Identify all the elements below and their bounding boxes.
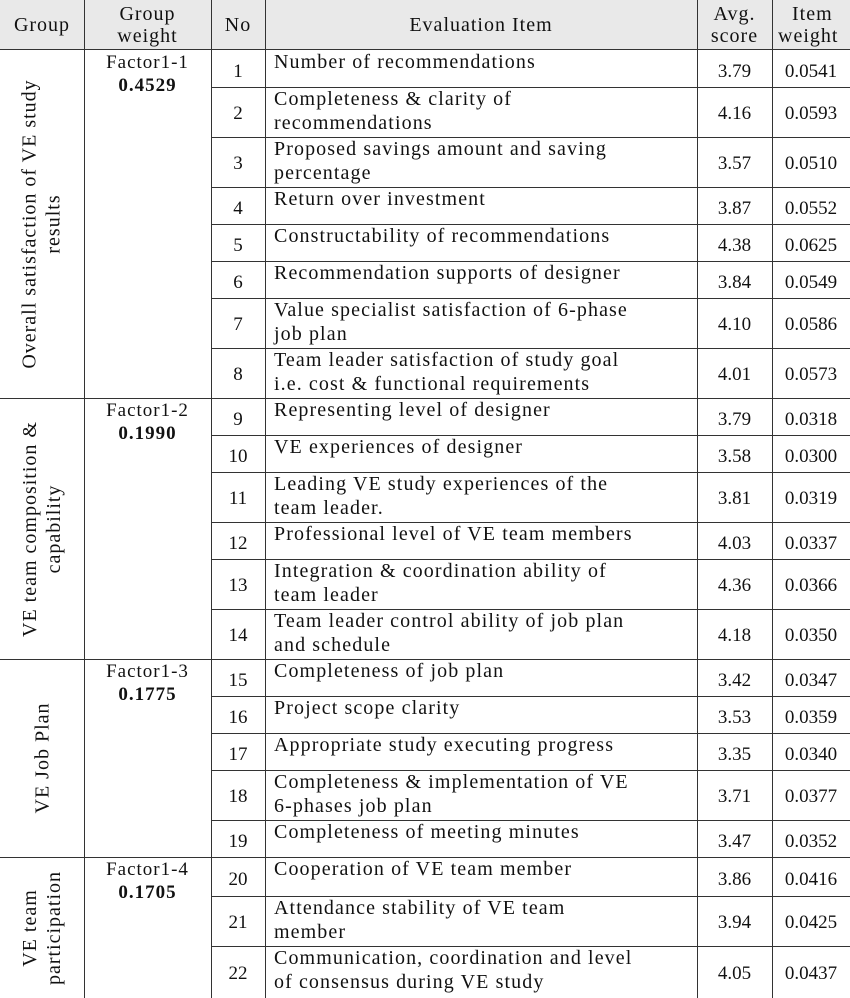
item-weight-text: 0.0510 bbox=[784, 153, 838, 174]
header-avg-score bbox=[697, 0, 772, 50]
group-name-line: VE Job Plan bbox=[31, 702, 53, 814]
avg-score bbox=[697, 696, 772, 733]
evaluation-item bbox=[265, 896, 697, 946]
column-divider bbox=[697, 0, 698, 998]
group-name bbox=[18, 870, 66, 984]
row-number bbox=[211, 137, 265, 187]
group-name-line: VE team bbox=[19, 888, 42, 967]
avg-score bbox=[697, 609, 772, 659]
item-weight-text: 0.0586 bbox=[784, 314, 838, 335]
evaluation-item-line: Number of recommendations bbox=[274, 51, 536, 73]
avg-score-text: 3.79 bbox=[717, 408, 752, 430]
group-name bbox=[18, 79, 66, 368]
item-weight-text: 0.0318 bbox=[784, 408, 838, 430]
item-weight bbox=[772, 857, 850, 896]
row-number bbox=[211, 87, 265, 137]
row-number-text: 10 bbox=[228, 445, 248, 467]
avg-score-text: 4.05 bbox=[717, 963, 752, 984]
header-group-weight-line1: Group bbox=[119, 3, 176, 25]
evaluation-item-line: Value specialist satisfaction of 6-phase bbox=[274, 299, 628, 321]
evaluation-item bbox=[265, 187, 697, 224]
row-number bbox=[211, 559, 265, 609]
item-weight bbox=[772, 298, 850, 348]
avg-score bbox=[697, 733, 772, 770]
header-group bbox=[0, 0, 84, 50]
avg-score bbox=[697, 559, 772, 609]
item-weight-text: 0.0425 bbox=[784, 912, 838, 933]
item-weight bbox=[772, 559, 850, 609]
row-divider bbox=[211, 87, 850, 88]
item-weight-text: 0.0359 bbox=[784, 706, 838, 728]
evaluation-item bbox=[265, 261, 697, 298]
column-divider bbox=[265, 0, 266, 998]
item-weight bbox=[772, 348, 850, 398]
row-number bbox=[211, 298, 265, 348]
avg-score-text: 3.71 bbox=[717, 786, 752, 807]
row-number-text: 7 bbox=[233, 314, 243, 335]
evaluation-item-line: Project scope clarity bbox=[274, 697, 461, 719]
header-evaluation-item-label: Evaluation Item bbox=[409, 14, 553, 36]
evaluation-item-line: Appropriate study executing progress bbox=[274, 734, 615, 756]
evaluation-item-line: Attendance stability of VE team bbox=[274, 897, 566, 919]
avg-score-text: 3.57 bbox=[717, 153, 752, 174]
evaluation-item bbox=[265, 224, 697, 261]
evaluation-item bbox=[265, 820, 697, 857]
item-weight bbox=[772, 187, 850, 224]
row-number-text: 11 bbox=[228, 488, 248, 509]
evaluation-item-line: VE experiences of designer bbox=[274, 436, 524, 458]
group-name-cell bbox=[0, 398, 84, 659]
evaluation-item-line: percentage bbox=[274, 162, 372, 184]
avg-score-text: 3.35 bbox=[717, 743, 752, 765]
group-weight-value: 0.1775 bbox=[118, 684, 177, 705]
group-factor-label: Factor1-2 bbox=[106, 400, 189, 421]
item-weight bbox=[772, 820, 850, 857]
row-number-text: 22 bbox=[228, 963, 248, 984]
group-weight-value: 0.1705 bbox=[118, 882, 177, 903]
row-number-text: 6 bbox=[233, 271, 243, 293]
row-number bbox=[211, 187, 265, 224]
group-name-line: results bbox=[43, 194, 66, 254]
avg-score bbox=[697, 435, 772, 472]
avg-score bbox=[697, 261, 772, 298]
evaluation-item bbox=[265, 348, 697, 398]
avg-score bbox=[697, 770, 772, 820]
row-number-text: 2 bbox=[233, 103, 243, 124]
item-weight-text: 0.0350 bbox=[784, 625, 838, 646]
item-weight bbox=[772, 659, 850, 696]
group-weight-value: 0.1990 bbox=[118, 423, 177, 444]
evaluation-item-line: team leader bbox=[274, 584, 379, 606]
row-divider bbox=[211, 137, 850, 138]
avg-score-text: 3.53 bbox=[717, 706, 752, 728]
evaluation-item-line: recommendations bbox=[274, 112, 433, 134]
evaluation-item bbox=[265, 435, 697, 472]
evaluation-item bbox=[265, 733, 697, 770]
group-name-line: VE team composition & bbox=[19, 420, 42, 637]
avg-score-text: 3.94 bbox=[717, 912, 752, 933]
row-number-text: 1 bbox=[233, 60, 243, 82]
item-weight-text: 0.0541 bbox=[784, 60, 838, 82]
avg-score bbox=[697, 50, 772, 87]
row-number-text: 9 bbox=[233, 408, 243, 430]
row-number bbox=[211, 733, 265, 770]
row-number bbox=[211, 261, 265, 298]
row-number bbox=[211, 896, 265, 946]
row-divider bbox=[211, 224, 850, 225]
row-number bbox=[211, 348, 265, 398]
evaluation-item-line: Representing level of designer bbox=[274, 399, 551, 421]
group-name-cell bbox=[0, 50, 84, 398]
evaluation-item-line: Completeness & clarity of bbox=[274, 88, 513, 110]
evaluation-item-line: Leading VE study experiences of the bbox=[274, 473, 609, 495]
avg-score-text: 4.16 bbox=[717, 103, 752, 124]
header-no-label: No bbox=[224, 14, 252, 36]
evaluation-item bbox=[265, 87, 697, 137]
group-divider bbox=[0, 857, 850, 858]
avg-score bbox=[697, 87, 772, 137]
item-weight-text: 0.0593 bbox=[784, 103, 838, 124]
row-divider bbox=[211, 522, 850, 523]
avg-score bbox=[697, 398, 772, 435]
row-number-text: 19 bbox=[228, 830, 248, 852]
group-name-line: Overall satisfaction of VE study bbox=[19, 79, 42, 369]
evaluation-item-line: 6-phases job plan bbox=[274, 795, 433, 817]
avg-score-text: 4.38 bbox=[717, 234, 752, 256]
avg-score bbox=[697, 659, 772, 696]
group-name bbox=[18, 421, 66, 637]
item-weight bbox=[772, 472, 850, 522]
row-divider bbox=[211, 696, 850, 697]
header-divider bbox=[0, 49, 850, 50]
row-number bbox=[211, 659, 265, 696]
avg-score-text: 4.18 bbox=[717, 625, 752, 646]
row-number bbox=[211, 857, 265, 896]
item-weight bbox=[772, 224, 850, 261]
evaluation-item-line: Cooperation of VE team member bbox=[274, 858, 573, 880]
item-weight bbox=[772, 435, 850, 472]
row-divider bbox=[211, 298, 850, 299]
item-weight bbox=[772, 609, 850, 659]
evaluation-item bbox=[265, 137, 697, 187]
avg-score-text: 3.42 bbox=[717, 669, 752, 691]
avg-score-text: 4.01 bbox=[717, 364, 752, 385]
avg-score bbox=[697, 224, 772, 261]
item-weight-text: 0.0337 bbox=[784, 532, 838, 554]
avg-score bbox=[697, 137, 772, 187]
evaluation-item-line: Completeness of meeting minutes bbox=[274, 821, 580, 843]
evaluation-item bbox=[265, 522, 697, 559]
evaluation-item-line: Completeness & implementation of VE bbox=[274, 771, 629, 793]
item-weight bbox=[772, 733, 850, 770]
row-divider bbox=[211, 435, 850, 436]
item-weight-text: 0.0366 bbox=[784, 575, 838, 596]
row-number-text: 12 bbox=[228, 532, 248, 554]
avg-score-text: 3.84 bbox=[717, 271, 752, 293]
column-divider bbox=[772, 0, 773, 998]
group-weight-cell bbox=[84, 398, 211, 659]
avg-score-text: 3.81 bbox=[717, 488, 752, 509]
row-divider bbox=[211, 472, 850, 473]
group-name-cell bbox=[0, 659, 84, 857]
item-weight-text: 0.0340 bbox=[784, 743, 838, 765]
item-weight-text: 0.0437 bbox=[784, 963, 838, 984]
item-weight-text: 0.0300 bbox=[784, 445, 838, 467]
row-divider bbox=[211, 770, 850, 771]
row-divider bbox=[211, 896, 850, 897]
row-number-text: 18 bbox=[228, 786, 248, 807]
header-no bbox=[211, 0, 265, 50]
evaluation-item-line: job plan bbox=[274, 323, 348, 345]
item-weight-text: 0.0549 bbox=[784, 271, 838, 293]
row-number bbox=[211, 398, 265, 435]
evaluation-item-line: team leader. bbox=[274, 497, 384, 519]
avg-score-text: 3.87 bbox=[717, 197, 752, 219]
header-avg-score-line2: score bbox=[710, 25, 759, 47]
evaluation-item-line: Proposed savings amount and saving bbox=[274, 138, 607, 160]
item-weight-text: 0.0377 bbox=[784, 786, 838, 807]
row-number-text: 20 bbox=[228, 868, 248, 890]
header-group-label: Group bbox=[13, 14, 71, 36]
row-divider bbox=[211, 733, 850, 734]
avg-score bbox=[697, 946, 772, 998]
group-factor-label: Factor1-4 bbox=[106, 859, 189, 880]
header-item-weight bbox=[772, 0, 850, 50]
row-number bbox=[211, 770, 265, 820]
item-weight bbox=[772, 50, 850, 87]
evaluation-item-line: Integration & coordination ability of bbox=[274, 560, 607, 582]
row-number bbox=[211, 472, 265, 522]
group-weight-cell bbox=[84, 857, 211, 998]
avg-score bbox=[697, 187, 772, 224]
row-number-text: 16 bbox=[228, 706, 248, 728]
evaluation-item bbox=[265, 559, 697, 609]
row-number-text: 13 bbox=[228, 575, 248, 596]
evaluation-item-line: Constructability of recommendations bbox=[274, 225, 611, 247]
item-weight bbox=[772, 696, 850, 733]
evaluation-item bbox=[265, 770, 697, 820]
evaluation-item bbox=[265, 857, 697, 896]
item-weight bbox=[772, 261, 850, 298]
row-number bbox=[211, 435, 265, 472]
item-weight-text: 0.0352 bbox=[784, 830, 838, 852]
item-weight-text: 0.0625 bbox=[784, 234, 838, 256]
row-divider bbox=[211, 348, 850, 349]
row-number bbox=[211, 609, 265, 659]
item-weight bbox=[772, 896, 850, 946]
row-number-text: 8 bbox=[233, 364, 243, 385]
evaluation-item-line: Recommendation supports of designer bbox=[274, 262, 621, 284]
evaluation-item-line: Communication, coordination and level bbox=[274, 947, 633, 969]
group-factor-label: Factor1-1 bbox=[106, 52, 189, 73]
avg-score bbox=[697, 820, 772, 857]
evaluation-item-line: of consensus during VE study bbox=[274, 971, 545, 993]
group-weight-cell bbox=[84, 659, 211, 857]
avg-score bbox=[697, 472, 772, 522]
evaluation-item bbox=[265, 946, 697, 998]
avg-score-text: 4.03 bbox=[717, 532, 752, 554]
row-number bbox=[211, 50, 265, 87]
header-item-weight-line1: Item bbox=[792, 3, 833, 25]
item-weight bbox=[772, 946, 850, 998]
avg-score-text: 3.47 bbox=[717, 830, 752, 852]
row-number bbox=[211, 820, 265, 857]
row-number bbox=[211, 224, 265, 261]
avg-score bbox=[697, 348, 772, 398]
header-item-weight-line2: weight bbox=[778, 25, 839, 47]
group-factor-label: Factor1-3 bbox=[106, 661, 189, 682]
row-number-text: 5 bbox=[233, 234, 243, 256]
avg-score-text: 3.86 bbox=[717, 868, 752, 890]
evaluation-item-line: Completeness of job plan bbox=[274, 660, 505, 682]
row-number-text: 3 bbox=[233, 153, 243, 174]
avg-score-text: 4.36 bbox=[717, 575, 752, 596]
avg-score bbox=[697, 896, 772, 946]
group-name-line: capability bbox=[43, 484, 66, 573]
row-divider bbox=[211, 261, 850, 262]
evaluation-item bbox=[265, 398, 697, 435]
avg-score bbox=[697, 298, 772, 348]
row-number-text: 21 bbox=[228, 912, 248, 933]
row-divider bbox=[211, 820, 850, 821]
row-number bbox=[211, 522, 265, 559]
item-weight bbox=[772, 522, 850, 559]
row-divider bbox=[211, 187, 850, 188]
evaluation-item bbox=[265, 696, 697, 733]
evaluation-item bbox=[265, 659, 697, 696]
row-number-text: 14 bbox=[228, 625, 248, 646]
evaluation-item-line: and schedule bbox=[274, 634, 392, 656]
header-group-weight bbox=[84, 0, 211, 50]
evaluation-item-line: Team leader control ability of job plan bbox=[274, 610, 625, 632]
evaluation-item bbox=[265, 298, 697, 348]
row-number-text: 4 bbox=[233, 197, 243, 219]
avg-score-text: 4.10 bbox=[717, 314, 752, 335]
evaluation-item-line: Professional level of VE team members bbox=[274, 523, 633, 545]
item-weight bbox=[772, 137, 850, 187]
item-weight-text: 0.0319 bbox=[784, 488, 838, 509]
group-weight-cell bbox=[84, 50, 211, 398]
group-name-line: participation bbox=[43, 870, 66, 985]
evaluation-item bbox=[265, 50, 697, 87]
column-divider bbox=[84, 0, 85, 998]
evaluation-item-line: i.e. cost & functional requirements bbox=[274, 373, 591, 395]
item-weight bbox=[772, 87, 850, 137]
row-number-text: 15 bbox=[228, 669, 248, 691]
group-divider bbox=[0, 398, 850, 399]
item-weight-text: 0.0347 bbox=[784, 669, 838, 691]
header-group-weight-line2: weight bbox=[117, 25, 178, 47]
group-name bbox=[30, 703, 54, 814]
avg-score bbox=[697, 522, 772, 559]
avg-score-text: 3.58 bbox=[717, 445, 752, 467]
item-weight bbox=[772, 770, 850, 820]
avg-score bbox=[697, 857, 772, 896]
row-divider bbox=[211, 609, 850, 610]
item-weight-text: 0.0573 bbox=[784, 364, 838, 385]
row-divider bbox=[211, 559, 850, 560]
row-number bbox=[211, 946, 265, 998]
evaluation-item-line: Return over investment bbox=[274, 188, 486, 210]
row-divider bbox=[211, 946, 850, 947]
item-weight-text: 0.0552 bbox=[784, 197, 838, 219]
avg-score-text: 3.79 bbox=[717, 60, 752, 82]
header-avg-score-line1: Avg. bbox=[713, 3, 756, 25]
item-weight bbox=[772, 398, 850, 435]
column-divider bbox=[211, 0, 212, 998]
row-number bbox=[211, 696, 265, 733]
row-number-text: 17 bbox=[228, 743, 248, 765]
group-name-cell bbox=[0, 857, 84, 998]
evaluation-item bbox=[265, 609, 697, 659]
header-evaluation-item bbox=[265, 0, 697, 50]
group-divider bbox=[0, 659, 850, 660]
group-weight-value: 0.4529 bbox=[118, 75, 177, 96]
evaluation-item-line: Team leader satisfaction of study goal bbox=[274, 349, 620, 371]
evaluation-item bbox=[265, 472, 697, 522]
item-weight-text: 0.0416 bbox=[784, 868, 838, 890]
evaluation-item-line: member bbox=[274, 921, 347, 943]
